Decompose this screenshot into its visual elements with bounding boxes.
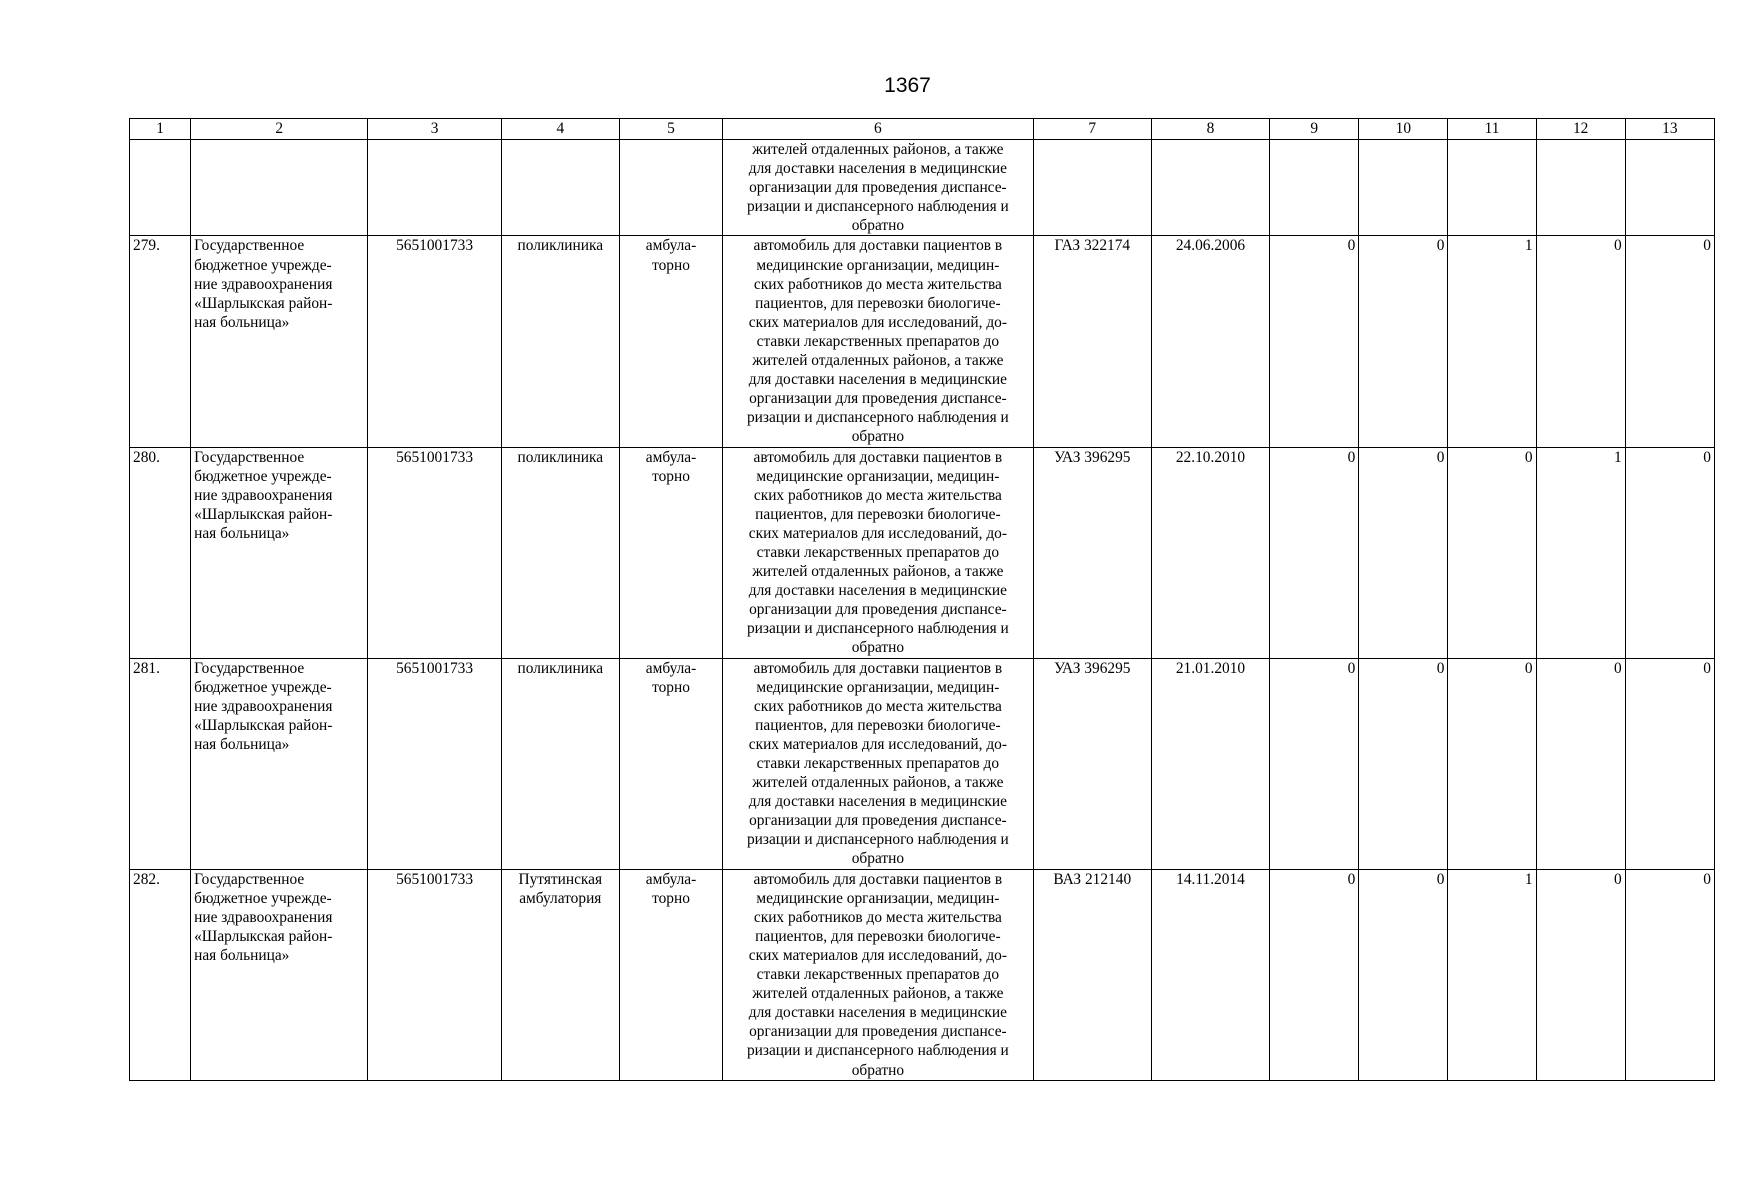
value-cell: 0 [1536,869,1625,1080]
column-header: 5 [619,119,722,140]
vehicle-register-table [129,118,1715,1081]
value-cell: 0 [1270,658,1359,869]
row-number: 279. [130,236,191,447]
organization-name: Государственное бюджетное учрежде- ние здравоохранения «Шарлыкская район- ная больница» [194,659,333,753]
organization-cell [191,236,368,447]
value-cell: 1 [1536,447,1625,658]
column-header: 4 [501,119,619,140]
value-cell: 0 [1625,658,1714,869]
value-cell: 0 [1625,236,1714,447]
column-header: 11 [1448,119,1536,140]
purpose-text: автомобиль для доставки пациентов в медицинские организации, медицин- ских работников до места жительства пациентов, для перевозки биологиче- ских материалов для исследований, до- ставки лекарственных препаратов до жителей отдаленных районов, а также для доставки населения в медицинские организации для проведения диспансе- ризации и диспансерного наблюдения и обратно [746,659,1009,868]
purpose-text: жителей отдаленных районов, а также для доставки населения в медицинские организации для проведения диспансе- ризации и диспансерного наблюдения и обратно [746,141,1009,235]
table-cell [1033,140,1151,236]
table-cell [1536,140,1625,236]
value-cell: 0 [1359,869,1448,1080]
column-header: 12 [1536,119,1625,140]
value-cell: 0 [1359,236,1448,447]
organization-cell [191,447,368,658]
inn-cell: 5651001733 [368,236,501,447]
table-cell [1448,140,1536,236]
value-cell: 1 [1448,236,1536,447]
value-cell: 0 [1625,869,1714,1080]
unit-cell [501,869,619,1080]
care-type-cell [619,869,722,1080]
care-type-cell [619,236,722,447]
table-row [130,658,1715,869]
care-type: амбула- торно [645,448,697,485]
purpose-cell [723,140,1034,236]
table-cell [619,140,722,236]
vehicle-model-cell: УАЗ 396295 [1033,447,1151,658]
column-header: 10 [1359,119,1448,140]
page-number: 1367 [884,74,931,97]
column-header: 8 [1151,119,1269,140]
header-row [130,119,1715,140]
unit-name: Путятинская амбулатория [518,870,603,907]
row-number: 281. [130,658,191,869]
date-cell: 24.06.2006 [1151,236,1269,447]
value-cell: 0 [1625,447,1714,658]
vehicle-model-cell: ГАЗ 322174 [1033,236,1151,447]
table-row [130,236,1715,447]
date-cell: 21.01.2010 [1151,658,1269,869]
value-cell: 0 [1448,658,1536,869]
purpose-cell [723,447,1034,658]
row-number: 282. [130,869,191,1080]
value-cell: 0 [1270,869,1359,1080]
care-type: амбула- торно [645,237,697,274]
care-type: амбула- торно [645,659,697,696]
unit-cell [501,447,619,658]
organization-name: Государственное бюджетное учрежде- ние здравоохранения «Шарлыкская район- ная больница» [194,448,333,542]
value-cell: 0 [1270,236,1359,447]
unit-cell [501,236,619,447]
column-header: 13 [1625,119,1714,140]
purpose-text: автомобиль для доставки пациентов в медицинские организации, медицин- ских работников до места жительства пациентов, для перевозки биологиче- ских материалов для исследований, до- ставки лекарственных препаратов до жителей отдаленных районов, а также для доставки населения в медицинские организации для проведения диспансе- ризации и диспансерного наблюдения и обратно [746,237,1009,446]
value-cell: 0 [1270,447,1359,658]
table-cell [368,140,501,236]
purpose-text: автомобиль для доставки пациентов в медицинские организации, медицин- ских работников до места жительства пациентов, для перевозки биологиче- ских материалов для исследований, до- ставки лекарственных препаратов до жителей отдаленных районов, а также для доставки населения в медицинские организации для проведения диспансе- ризации и диспансерного наблюдения и обратно [746,448,1009,657]
column-header: 2 [191,119,368,140]
value-cell: 0 [1536,236,1625,447]
organization-name: Государственное бюджетное учрежде- ние здравоохранения «Шарлыкская район- ная больница» [194,870,333,964]
table-cell [501,140,619,236]
row-number: 280. [130,447,191,658]
purpose-cell [723,236,1034,447]
vehicle-model-cell: УАЗ 396295 [1033,658,1151,869]
value-cell: 0 [1359,447,1448,658]
unit-cell [501,658,619,869]
inn-cell: 5651001733 [368,658,501,869]
unit-name: поликлиника [517,448,604,466]
organization-cell [191,658,368,869]
value-cell: 0 [1536,658,1625,869]
column-header: 3 [368,119,501,140]
table-cell [1151,140,1269,236]
care-type: амбула- торно [645,870,697,907]
table-cell [1359,140,1448,236]
inn-cell: 5651001733 [368,447,501,658]
continuation-row [130,140,1715,236]
purpose-text: автомобиль для доставки пациентов в медицинские организации, медицин- ских работников до места жительства пациентов, для перевозки биологиче- ских материалов для исследований, до- ставки лекарственных препаратов до жителей отдаленных районов, а также для доставки населения в медицинские организации для проведения диспансе- ризации и диспансерного наблюдения и обратно [746,870,1009,1079]
inn-cell: 5651001733 [368,869,501,1080]
vehicle-model-cell: ВАЗ 212140 [1033,869,1151,1080]
table-cell [1270,140,1359,236]
table-cell [191,140,368,236]
purpose-cell [723,869,1034,1080]
unit-name: поликлиника [517,659,604,677]
value-cell: 0 [1359,658,1448,869]
column-header: 7 [1033,119,1151,140]
value-cell: 0 [1448,447,1536,658]
table-row [130,447,1715,658]
column-header: 6 [723,119,1034,140]
organization-cell [191,869,368,1080]
table-row [130,869,1715,1080]
care-type-cell [619,658,722,869]
table-cell [130,140,191,236]
table-cell [1625,140,1714,236]
date-cell: 14.11.2014 [1151,869,1269,1080]
date-cell: 22.10.2010 [1151,447,1269,658]
purpose-cell [723,658,1034,869]
care-type-cell [619,447,722,658]
organization-name: Государственное бюджетное учрежде- ние здравоохранения «Шарлыкская район- ная больница» [194,237,333,331]
column-header: 9 [1270,119,1359,140]
value-cell: 1 [1448,869,1536,1080]
unit-name: поликлиника [517,237,604,255]
column-header: 1 [130,119,191,140]
